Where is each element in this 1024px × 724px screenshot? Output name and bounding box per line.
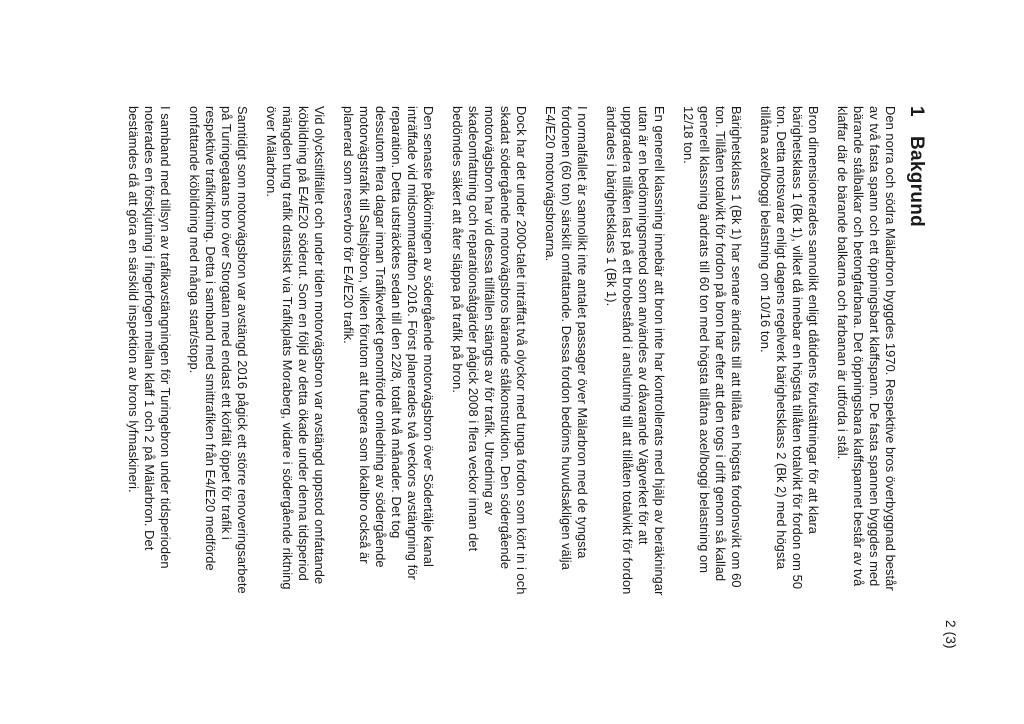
section-heading (905, 106, 927, 227)
paragraph: I samband med tillsyn av trafikavstängningen för Turingebron under tidsperioden noterades en förskjutning i fingerfogen mellan klaff 1 och 2 på Mälarbron. Det bestämdes då att göra en särskild inspektion av brons lyfmaskineri. (126, 106, 173, 569)
paragraph: Bärighetsklass 1 (Bk 1) har senare ändrats till att tillåta en högsta fordonsvikt om 60 ton. Tillåten totalvikt för fordon på bron har efter att den togs i drift genom så kallad generell klassning ändrats till 60 ton med högsta tillåtna axel/boggi belastning om 12/18 ton. (681, 106, 744, 588)
section-number: 1 (906, 106, 927, 117)
page-number: 2 (3) (943, 620, 958, 649)
paragraph: Vid olyckstillfället och under tiden motorvägsbron var avstängd uppstod omfattande köbildning på E4/E20 söderut. Som en följd av detta ökade under denna tidsperiod mängden tung trafik drastiskt via Trafikplats Moraberg, vidare i södergående riktning över Mälarbron. (264, 106, 327, 590)
section-title: Bakgrund (906, 136, 927, 228)
paragraph: Den norra och södra Mälarbron byggdes 1970. Respektive bros överbyggnad består av två fasta spann och ett öppningsbart klaffspann. De fasta spannen byggdes med bärande stålbalkar och betongfarbana. Det öppningsbara klaffspannet består av två klaffar där de bärande balkarna och farbanan är utförda i stål. (835, 106, 898, 591)
paragraph: Samtidigt som motorvägsbron var avstängd 2016 pågick ett större renoveringsarbete på Turingegatans bro över Storgatan med endast ett körfält öppet för trafik i respektive trafikriktning. Detta i samband med smittrafiken från E4/E20 medförde omfattande köbildning med många start/stopp. (187, 106, 250, 594)
paragraph: En generell klassning innebär att bron inte har kontrollerats med hjälp av beräkningar utan är en bedömningsmetod som användes av dåvarande Vägverket för att uppgradera tillåten last på ett brobestånd i anslutning till att tillåten totalvikt för fordon ändrades i bärighetsklass 1 (Bk 1). (604, 106, 667, 596)
body-text (112, 106, 898, 666)
paragraph: Den senaste påkörningen av södergående motorvägsbron över Södertälje kanal inträffade vid midsommarafton 2016. Först planerades två veckors avstängning för reparation. Detta utsträcktes sedan till den 22/8, totalt två månader. Det tog dessutom flera dagar innan Trafikverket genomförde omledning av södergående motorvägstrafik till Saltsjöbron, vilken förutom att fungera som lokalbro också är planerad som reservbro för E4/E20 trafik. (341, 106, 436, 580)
paragraph: Bron dimensionerades sannolikt enligt dåtidens förutsättningar för att klara bärighetsklass 1 (Bk 1), vilket då innebar en högsta tillåten totalvikt för fordon om 50 ton. Detta motsvarar enligt dagens regelverk bärighetsklass 2 (Bk 2) med högsta tillåtna axel/boggi belastning om 10/16 ton. (758, 106, 821, 590)
paragraph: I normalfallet är sannolikt inte antalet passager över Mälarbron med de tyngsta fordonen (60 ton) särskilt omfattande. Dessa fordon bedöms huvudsakligen välja E4/E20 motorvägsbroarna. (543, 106, 590, 570)
paragraph: Dock har det under 2000-talet inträffat två olyckor med tunga fordon som kört in i och skadat södergående motorvägsbros bärande stålkonstruktion. Den södergående motorvägsbron har vid dessa tillfällen stängts av för trafik. Utredning av skadeomfattning och reparationsåtgärder pågick 2008 i flera veckor innan det bedömdes säkert att åter släppa på trafik på bron. (450, 106, 529, 595)
